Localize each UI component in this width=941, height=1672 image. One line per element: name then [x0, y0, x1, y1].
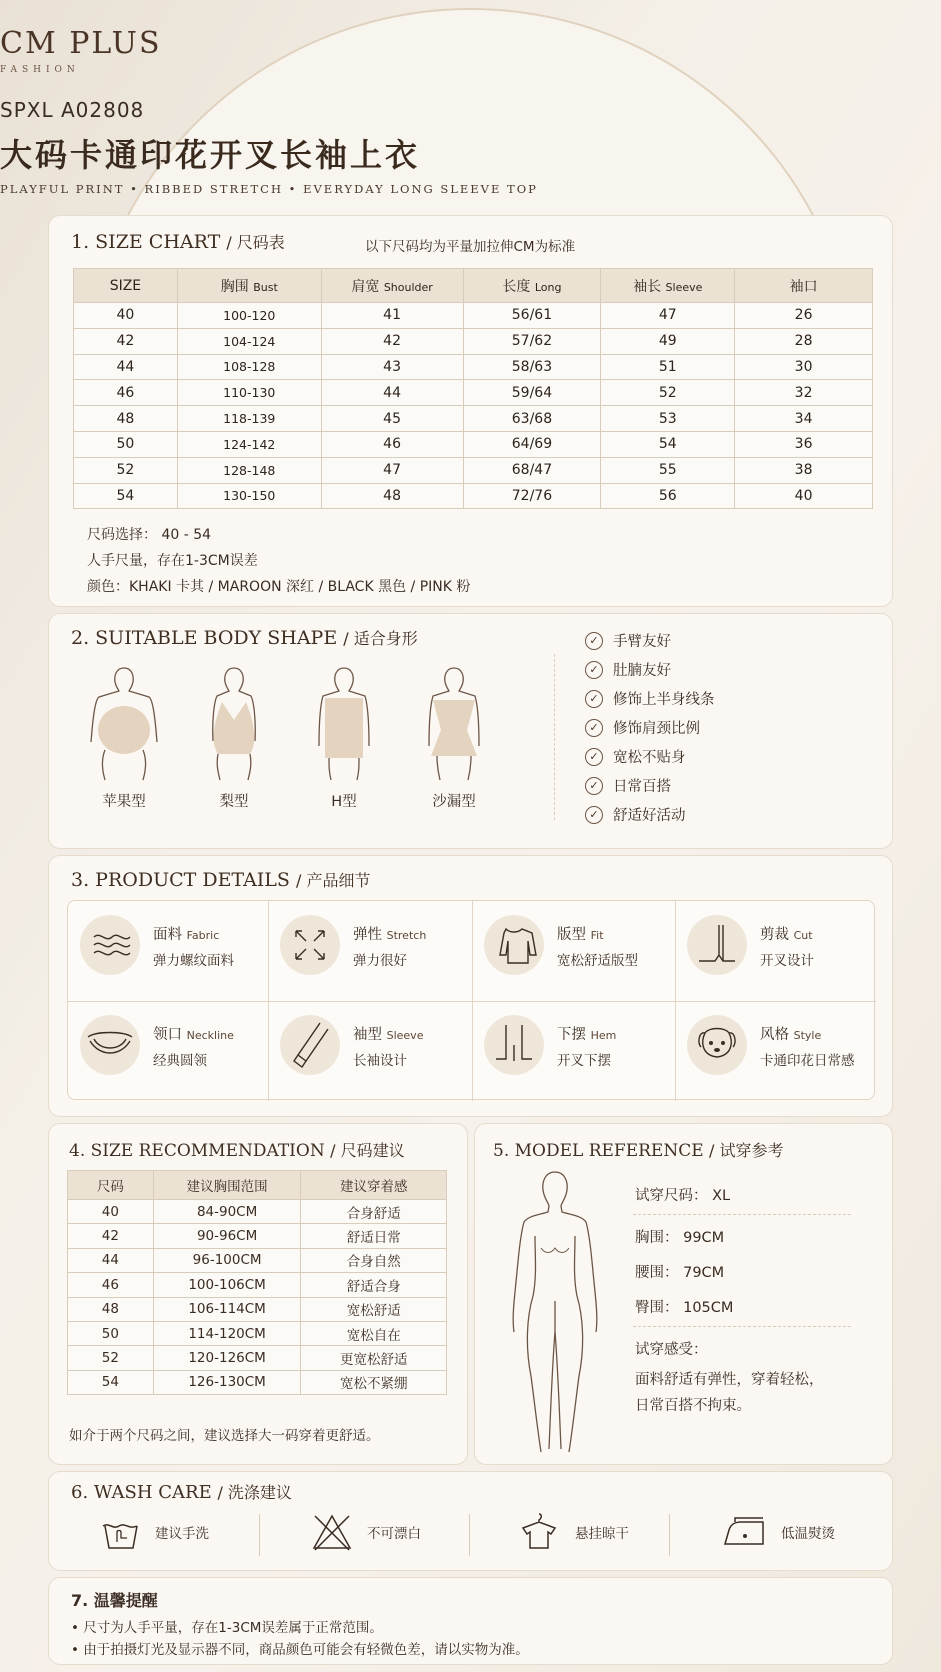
- shape-label-h: H型: [331, 794, 357, 810]
- size-chart-cell: 56: [601, 483, 735, 509]
- product-details-grid: [67, 900, 875, 1100]
- brand-subtitle: FASHION: [0, 65, 80, 75]
- check-circle-icon: ✓: [585, 748, 603, 766]
- recommendation-cell: 宽松不紧绷: [301, 1370, 447, 1394]
- model-bust: 胸围： 99CM: [635, 1230, 725, 1246]
- wash-item-hand-wash: [101, 1512, 209, 1552]
- product-details-title: 3. PRODUCT DETAILS / 产品细节: [71, 869, 371, 891]
- recommendation-row: [68, 1224, 447, 1248]
- size-chart-cell: 104-124: [177, 328, 321, 354]
- detail-name: 下摆 Hem: [557, 1027, 617, 1043]
- size-chart-cell: 72/76: [463, 483, 601, 509]
- size-chart-cell: 58/63: [463, 354, 601, 380]
- size-recommendation-panel: [48, 1123, 468, 1465]
- size-chart-cell: 64/69: [463, 431, 601, 457]
- detail-desc: 长袖设计: [353, 1053, 407, 1069]
- recommendation-cell: 宽松自在: [301, 1321, 447, 1345]
- size-chart-header-cell: 胸围 Bust: [177, 269, 321, 303]
- recommendation-cell: 106-114CM: [153, 1297, 301, 1321]
- body-benefit-item: ✓ 修饰上半身线条: [585, 688, 715, 709]
- size-chart-cell: 42: [321, 328, 463, 354]
- size-chart-cell: 44: [74, 354, 178, 380]
- size-chart-header-cell: SIZE: [74, 269, 178, 303]
- size-chart-cell: 59/64: [463, 380, 601, 406]
- size-chart-note: 以下尺码均为平量加拉伸CM为标准: [365, 239, 576, 255]
- model-silhouette-icon: [505, 1166, 605, 1456]
- size-recommendation-title: 4. SIZE RECOMMENDATION / 尺码建议: [69, 1141, 405, 1161]
- check-circle-icon: ✓: [585, 777, 603, 795]
- body-benefit-item: ✓ 宽松不贴身: [585, 746, 686, 767]
- body-benefit-item: ✓ 舒适好活动: [585, 804, 686, 825]
- size-chart-notes: [87, 522, 470, 600]
- split-hem-icon: [484, 1015, 544, 1075]
- recommendation-cell: 52: [68, 1346, 154, 1370]
- size-chart-cell: 40: [735, 483, 873, 509]
- size-chart-header-cell: 长度 Long: [463, 269, 601, 303]
- check-circle-icon: ✓: [585, 806, 603, 824]
- pear-body-icon: [189, 662, 279, 782]
- size-chart-cell: 57/62: [463, 328, 601, 354]
- size-chart-cell: 44: [321, 380, 463, 406]
- recommendation-cell: 44: [68, 1248, 154, 1272]
- size-chart-cell: 100-120: [177, 303, 321, 329]
- detail-cell: [268, 1001, 468, 1101]
- size-chart-header-cell: 肩宽 Shoulder: [321, 269, 463, 303]
- wash-label-low-iron: 低温熨烫: [781, 1526, 835, 1542]
- detail-desc: 弹力螺纹面料: [153, 953, 234, 969]
- round-neck-icon: [80, 1015, 140, 1075]
- size-chart-cell: 118-139: [177, 406, 321, 432]
- size-chart-row: [74, 380, 873, 406]
- size-chart-cell: 124-142: [177, 431, 321, 457]
- size-chart-header-cell: 袖长 Sleeve: [601, 269, 735, 303]
- slit-cut-icon: [687, 915, 747, 975]
- detail-desc: 开叉下摆: [557, 1053, 611, 1069]
- body-shape-panel: [48, 613, 893, 849]
- apple-body-icon: [79, 662, 169, 782]
- recommendation-cell: 宽松舒适: [301, 1297, 447, 1321]
- recommendation-row: [68, 1273, 447, 1297]
- shape-label-pear: 梨型: [219, 794, 249, 810]
- body-benefit-item: ✓ 肚腩友好: [585, 659, 671, 680]
- check-circle-icon: ✓: [585, 719, 603, 737]
- detail-cell: [675, 1001, 875, 1101]
- recommendation-row: [68, 1248, 447, 1272]
- size-chart-row: [74, 354, 873, 380]
- detail-cell: [675, 901, 875, 1001]
- size-chart-row: [74, 483, 873, 509]
- long-sleeve-icon: [280, 1015, 340, 1075]
- shape-label-apple: 苹果型: [102, 794, 146, 810]
- model-reference-panel: [474, 1123, 893, 1465]
- body-benefit-item: ✓ 手臂友好: [585, 630, 671, 651]
- detail-name: 风格 Style: [760, 1027, 822, 1043]
- recommendation-row: [68, 1321, 447, 1345]
- detail-cell: [268, 901, 468, 1001]
- shape-label-hourglass: 沙漏型: [432, 794, 476, 810]
- check-circle-icon: ✓: [585, 661, 603, 679]
- detail-desc: 卡通印花日常感: [760, 1053, 855, 1069]
- size-chart-cell: 47: [601, 303, 735, 329]
- model-waist: 腰围： 79CM: [635, 1265, 725, 1281]
- recommendation-cell: 50: [68, 1321, 154, 1345]
- model-feel-line-1: 面料舒适有弹性，穿着轻松，: [635, 1372, 824, 1388]
- detail-name: 领口 Neckline: [153, 1027, 234, 1043]
- size-chart-row: [74, 431, 873, 457]
- recommendation-cell: 舒适合身: [301, 1273, 447, 1297]
- recommendation-cell: 48: [68, 1297, 154, 1321]
- size-chart-cell: 47: [321, 457, 463, 483]
- size-chart-cell: 128-148: [177, 457, 321, 483]
- recommendation-cell: 96-100CM: [153, 1248, 301, 1272]
- body-benefit-item: ✓ 日常百搭: [585, 775, 671, 796]
- hang-dry-icon: [517, 1512, 561, 1552]
- recommendation-cell: 126-130CM: [153, 1370, 301, 1394]
- model-hip: 臀围： 105CM: [635, 1300, 734, 1316]
- detail-name: 面料 Fabric: [153, 927, 220, 943]
- size-chart-cell: 42: [74, 328, 178, 354]
- size-chart-cell: 108-128: [177, 354, 321, 380]
- product-details-panel: [48, 855, 893, 1117]
- body-benefit-item: ✓ 修饰肩颈比例: [585, 717, 700, 738]
- size-chart-panel: [48, 215, 893, 607]
- recommendation-cell: 42: [68, 1224, 154, 1248]
- size-chart-cell: 36: [735, 431, 873, 457]
- model-reference-title: 5. MODEL REFERENCE / 试穿参考: [493, 1141, 784, 1161]
- wash-label-no-bleach: 不可漂白: [367, 1526, 421, 1542]
- size-chart-cell: 38: [735, 457, 873, 483]
- recommendation-row: [68, 1200, 447, 1224]
- recommendation-header-cell: 建议胸围范围: [153, 1171, 301, 1200]
- size-chart-cell: 43: [321, 354, 463, 380]
- model-feel-title: 试穿感受：: [635, 1342, 708, 1358]
- size-chart-cell: 68/47: [463, 457, 601, 483]
- recommendation-header-cell: 尺码: [68, 1171, 154, 1200]
- wash-item-hang-dry: [517, 1512, 629, 1552]
- check-circle-icon: ✓: [585, 632, 603, 650]
- measure-note: 人手尺量，存在1-3CM误差: [87, 553, 258, 569]
- size-chart-cell: 52: [74, 457, 178, 483]
- body-shape-title: 2. SUITABLE BODY SHAPE / 适合身形: [71, 627, 418, 649]
- size-chart-cell: 46: [321, 431, 463, 457]
- stretch-arrows-icon: [280, 915, 340, 975]
- size-chart-row: [74, 328, 873, 354]
- hand-wash-icon: [101, 1512, 141, 1552]
- detail-desc: 宽松舒适版型: [557, 953, 638, 969]
- size-chart-cell: 26: [735, 303, 873, 329]
- product-tagline: PLAYFUL PRINT • RIBBED STRETCH • EVERYDAY LONG SLEEVE TOP: [0, 182, 538, 196]
- size-chart-row: [74, 303, 873, 329]
- recommendation-row: [68, 1370, 447, 1394]
- size-chart-cell: 110-130: [177, 380, 321, 406]
- product-title: 大码卡通印花开叉长袖上衣: [0, 136, 421, 174]
- size-chart-cell: 32: [735, 380, 873, 406]
- no-bleach-icon: [311, 1512, 353, 1552]
- detail-name: 剪裁 Cut: [760, 927, 813, 943]
- model-size: 试穿尺码： XL: [635, 1188, 731, 1204]
- size-chart-table: [73, 268, 873, 509]
- size-chart-cell: 45: [321, 406, 463, 432]
- recommendation-cell: 40: [68, 1200, 154, 1224]
- size-chart-cell: 63/68: [463, 406, 601, 432]
- detail-cell: [472, 901, 672, 1001]
- body-shape-divider: [554, 654, 555, 820]
- size-choice: 尺码选择： 40 - 54: [87, 527, 212, 543]
- brand-logo: CM PLUS: [0, 26, 162, 61]
- recommendation-cell: 90-96CM: [153, 1224, 301, 1248]
- size-chart-cell: 34: [735, 406, 873, 432]
- size-chart-cell: 48: [74, 406, 178, 432]
- wash-item-no-bleach: [311, 1512, 421, 1552]
- detail-name: 袖型 Sleeve: [353, 1027, 424, 1043]
- shirt-fit-icon: [484, 915, 544, 975]
- model-feel-line-2: 日常百搭不拘束。: [635, 1398, 751, 1414]
- detail-cell: [472, 1001, 672, 1101]
- cartoon-dog-icon: [687, 1015, 747, 1075]
- tips-panel: [48, 1577, 893, 1665]
- size-recommendation-note: 如介于两个尺码之间，建议选择大一码穿着更舒适。: [69, 1428, 380, 1444]
- wash-care-title: 6. WASH CARE / 洗涤建议: [71, 1482, 292, 1503]
- detail-name: 弹性 Stretch: [353, 927, 427, 943]
- size-chart-cell: 46: [74, 380, 178, 406]
- size-chart-cell: 53: [601, 406, 735, 432]
- size-chart-cell: 48: [321, 483, 463, 509]
- wash-label-hand-wash: 建议手洗: [155, 1526, 209, 1542]
- detail-cell: [68, 901, 268, 1001]
- size-chart-cell: 54: [74, 483, 178, 509]
- recommendation-cell: 合身自然: [301, 1248, 447, 1272]
- recommendation-cell: 54: [68, 1370, 154, 1394]
- recommendation-header-cell: 建议穿着感: [301, 1171, 447, 1200]
- tip-item: • 由于拍摄灯光及显示器不同，商品颜色可能会有轻微色差，请以实物为准。: [71, 1642, 529, 1658]
- recommendation-cell: 舒适日常: [301, 1224, 447, 1248]
- size-chart-cell: 51: [601, 354, 735, 380]
- size-chart-cell: 52: [601, 380, 735, 406]
- size-recommendation-table: [67, 1170, 447, 1395]
- fabric-waves-icon: [80, 915, 140, 975]
- low-iron-icon: [721, 1514, 767, 1550]
- detail-cell: [68, 1001, 268, 1101]
- detail-desc: 弹力很好: [353, 953, 407, 969]
- h-body-icon: [299, 662, 389, 782]
- detail-desc: 开叉设计: [760, 953, 814, 969]
- recommendation-cell: 更宽松舒适: [301, 1346, 447, 1370]
- size-chart-cell: 55: [601, 457, 735, 483]
- size-chart-header-cell: 袖口: [735, 269, 873, 303]
- size-chart-cell: 56/61: [463, 303, 601, 329]
- size-chart-row: [74, 406, 873, 432]
- tips-title: 7. 温馨提醒: [71, 1591, 158, 1610]
- check-circle-icon: ✓: [585, 690, 603, 708]
- size-chart-cell: 49: [601, 328, 735, 354]
- wash-item-low-iron: [721, 1514, 835, 1550]
- size-chart-cell: 54: [601, 431, 735, 457]
- recommendation-cell: 114-120CM: [153, 1321, 301, 1345]
- size-chart-cell: 50: [74, 431, 178, 457]
- size-chart-row: [74, 457, 873, 483]
- tip-item: • 尺寸为人手平量，存在1-3CM误差属于正常范围。: [71, 1620, 383, 1636]
- recommendation-row: [68, 1297, 447, 1321]
- size-chart-cell: 28: [735, 328, 873, 354]
- size-chart-cell: 40: [74, 303, 178, 329]
- recommendation-cell: 100-106CM: [153, 1273, 301, 1297]
- detail-name: 版型 Fit: [557, 927, 604, 943]
- hourglass-body-icon: [409, 662, 499, 782]
- recommendation-cell: 合身舒适: [301, 1200, 447, 1224]
- wash-label-hang-dry: 悬挂晾干: [575, 1526, 629, 1542]
- recommendation-row: [68, 1346, 447, 1370]
- recommendation-cell: 120-126CM: [153, 1346, 301, 1370]
- recommendation-cell: 84-90CM: [153, 1200, 301, 1224]
- size-chart-cell: 30: [735, 354, 873, 380]
- detail-desc: 经典圆领: [153, 1053, 207, 1069]
- size-chart-cell: 130-150: [177, 483, 321, 509]
- product-code: SPXL A02808: [0, 98, 145, 122]
- recommendation-cell: 46: [68, 1273, 154, 1297]
- size-chart-cell: 41: [321, 303, 463, 329]
- size-chart-title: 1. SIZE CHART / 尺码表: [71, 231, 285, 253]
- color-options: 颜色：KHAKI 卡其 / MAROON 深红 / BLACK 黑色 / PINK 粉: [87, 579, 471, 595]
- wash-care-panel: [48, 1471, 893, 1571]
